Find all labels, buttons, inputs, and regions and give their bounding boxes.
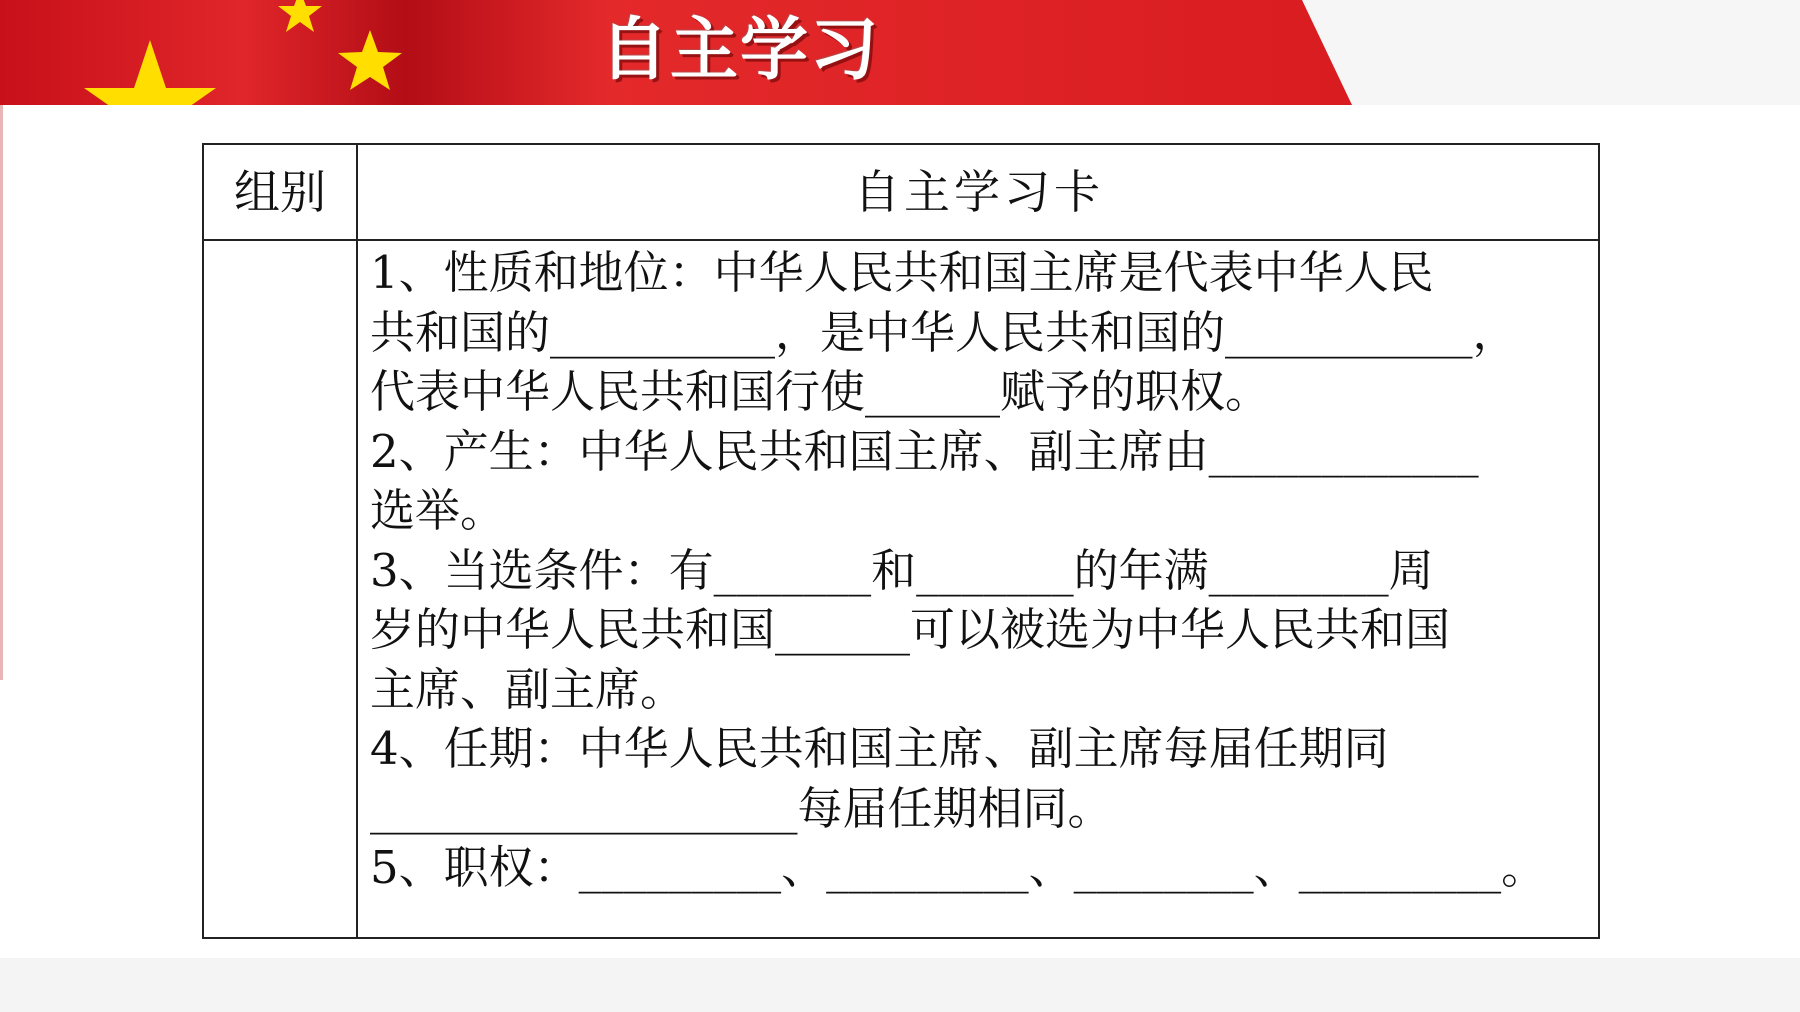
footer-band <box>0 958 1800 1012</box>
content-line: 5、职权：_________、_________、________、_________。 <box>370 841 1547 894</box>
content-line: 1、性质和地位：中华人民共和国主席是代表中华人民 <box>370 246 1434 299</box>
content-line: 代表中华人民共和国行使______赋予的职权。 <box>370 365 1271 418</box>
content-line: 岁的中华人民共和国______可以被选为中华人民共和国 <box>370 603 1451 656</box>
page-title: 自主学习 <box>600 11 881 90</box>
content-line: 选举。 <box>370 484 506 537</box>
content-line: 3、当选条件：有_______和_______的年满________周 <box>370 543 1434 597</box>
row-divider <box>204 239 1598 241</box>
column-divider <box>356 145 358 937</box>
content-line: 共和国的__________，是中华人民共和国的___________， <box>370 305 1518 359</box>
group-cell <box>204 241 356 939</box>
header-group: 组别 <box>234 165 326 219</box>
header-banner <box>0 0 1800 105</box>
left-accent-line <box>0 105 3 680</box>
study-card-content <box>370 243 1594 898</box>
flag-decoration <box>0 0 1800 105</box>
content-line: 主席、副主席。 <box>370 662 686 716</box>
content-line: ___________________每届任期相同。 <box>370 781 1113 835</box>
header-study-card: 自主学习卡 <box>854 165 1104 219</box>
content-line: 4、任期：中华人民共和国主席、副主席每届任期同 <box>370 722 1389 775</box>
content-line: 2、产生：中华人民共和国主席、副主席由____________ <box>370 424 1479 478</box>
study-card-table <box>202 143 1600 939</box>
